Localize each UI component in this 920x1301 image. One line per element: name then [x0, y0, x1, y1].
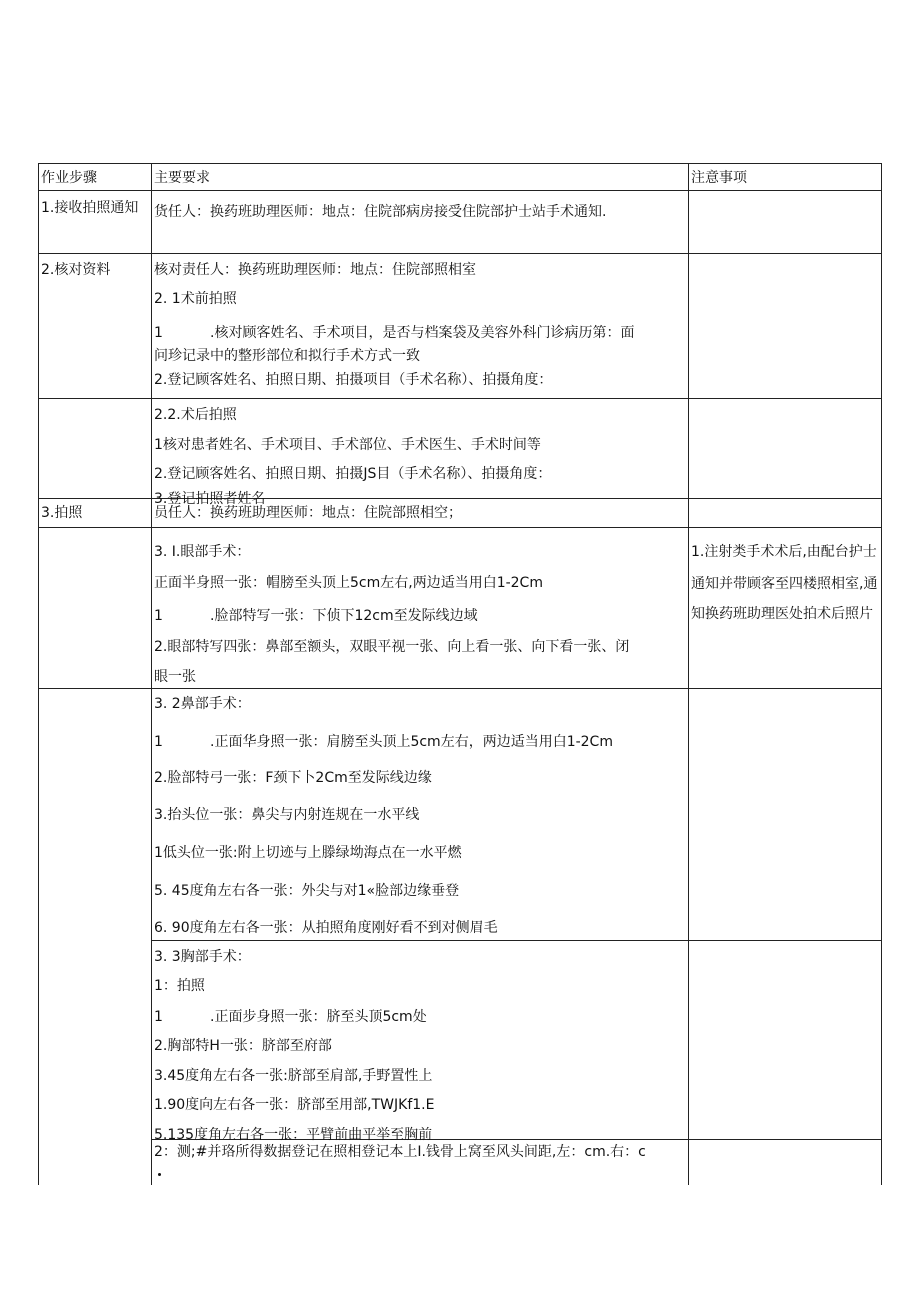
req-line: 1: [154, 325, 163, 341]
step-photograph: 3.拍照: [41, 505, 83, 521]
note-line: 知换药班助理医处拍术后照片: [691, 606, 873, 622]
req-line: 3.登记拍照者姓名: [154, 491, 266, 507]
req-line: 员任人：换药班助理医师：地点：住院部照相空；: [154, 505, 462, 521]
req-line: 1核对患者姓名、手术项目、手术部位、手术医生、手术时间等: [154, 437, 541, 453]
req-line: 1: [154, 734, 163, 750]
header-requirements: 主要要求: [154, 170, 210, 186]
req-line: 3. 3胸部手术：: [154, 949, 251, 965]
req-line: 2.登记顾客姓名、拍照日期、拍摄JS目（手术名称）、拍摄角度：: [154, 466, 552, 482]
req-line: .脸部特写一张：下侦下12cm至发际线边域: [210, 608, 478, 624]
row-line: [38, 398, 882, 399]
req-line: 2.脸部特弓一张：F颈下卜2Cm至发际线边缘: [154, 770, 432, 786]
row-line: [38, 190, 882, 191]
req-line: 2.眼部特写四张：鼻部至额头，双眼平视一张、向上看一张、向下看一张、闭: [154, 639, 630, 655]
note-line: 1.注射类手术术后,由配台护士: [691, 544, 877, 560]
req-line: 2：测;#并珞所得数据登记在照相登记本上I.钱骨上窝至风头间距,左：cm.右：c: [154, 1144, 646, 1160]
row-line: [38, 688, 882, 689]
req-line: 眼一张: [154, 669, 196, 685]
req-line: 正面半身照一张：帽膀至头顶上5cm左右,两边适当用白1-2Cm: [154, 575, 543, 591]
row-line: [38, 253, 882, 254]
req-line: 1.90度向左右各一张：脐部至用部,TWJKf1.E: [154, 1097, 435, 1113]
req-line: 3. I.眼部手术：: [154, 544, 251, 560]
req-line: 2.登记顾客姓名、拍照日期、拍摄项目（手术名称）、拍摄角度：: [154, 372, 553, 388]
req-line: 6. 90度角左右各一张：从拍照角度刚好看不到对侧眉毛: [154, 920, 498, 936]
row-line: [38, 527, 882, 528]
req-line: .核对顾客姓名、手术项目，是否与档案袋及美容外科门诊病历第：面: [210, 325, 635, 341]
note-line: 通知并带顾客至四楼照相室,通: [691, 576, 878, 592]
req-line: 5.135度角左右各一张：平臂前曲平举至胸前: [154, 1127, 433, 1143]
req-line: 2. 1术前拍照: [154, 291, 237, 307]
table-border-top: [38, 163, 882, 164]
req-line: 5. 45度角左右各一张：外尖与对1«脸部边缘垂登: [154, 883, 460, 899]
req-line: .正面步身照一张：脐至头顶5cm处: [210, 1009, 427, 1025]
table-border-left: [38, 163, 39, 1185]
step-receive-notice: 1.接收拍照通知: [41, 200, 139, 216]
req-line: 3. 2鼻部手术：: [154, 696, 251, 712]
row-line: [151, 940, 882, 941]
req-line: 1：拍照: [154, 978, 205, 994]
table-border-right: [881, 163, 882, 1185]
req-line: 问珍记录中的整形部位和拟行手术方式一致: [154, 348, 420, 364]
header-step: 作业步骤: [41, 170, 97, 186]
req-line: 2.胸部特H一张：脐部至府部: [154, 1038, 332, 1054]
req-line: 核对责任人：换药班助理医师：地点：住院部照相室: [154, 262, 476, 278]
req-line: 3.45度角左右各一张:脐部至肩部,手野置性上: [154, 1068, 433, 1084]
table-divider-2: [688, 163, 689, 1185]
req-line: 货任人：换药班助理医师：地点：住院部病房接受住院部护士站手术通知.: [154, 204, 607, 220]
req-line: 3.抬头位一张：鼻尖与内射连规在一水平线: [154, 807, 420, 823]
req-line: 1: [154, 1009, 163, 1025]
table-divider-1: [151, 163, 152, 1185]
step-check-data: 2.核对资料: [41, 262, 111, 278]
bullet-dot: [158, 1173, 161, 1176]
clipped-line-container: [154, 490, 674, 507]
req-line: 1低头位一张:附上切迹与上滕绿坳海点在一水平燃: [154, 845, 462, 861]
header-notes: 注意事项: [691, 170, 747, 186]
req-line: 2.2.术后拍照: [154, 407, 237, 423]
req-line: .正面华身照一张：肩膀至头顶上5cm左右，两边适当用白1-2Cm: [210, 734, 613, 750]
req-line: 1: [154, 608, 163, 624]
clipped-line-container: [154, 1126, 674, 1143]
